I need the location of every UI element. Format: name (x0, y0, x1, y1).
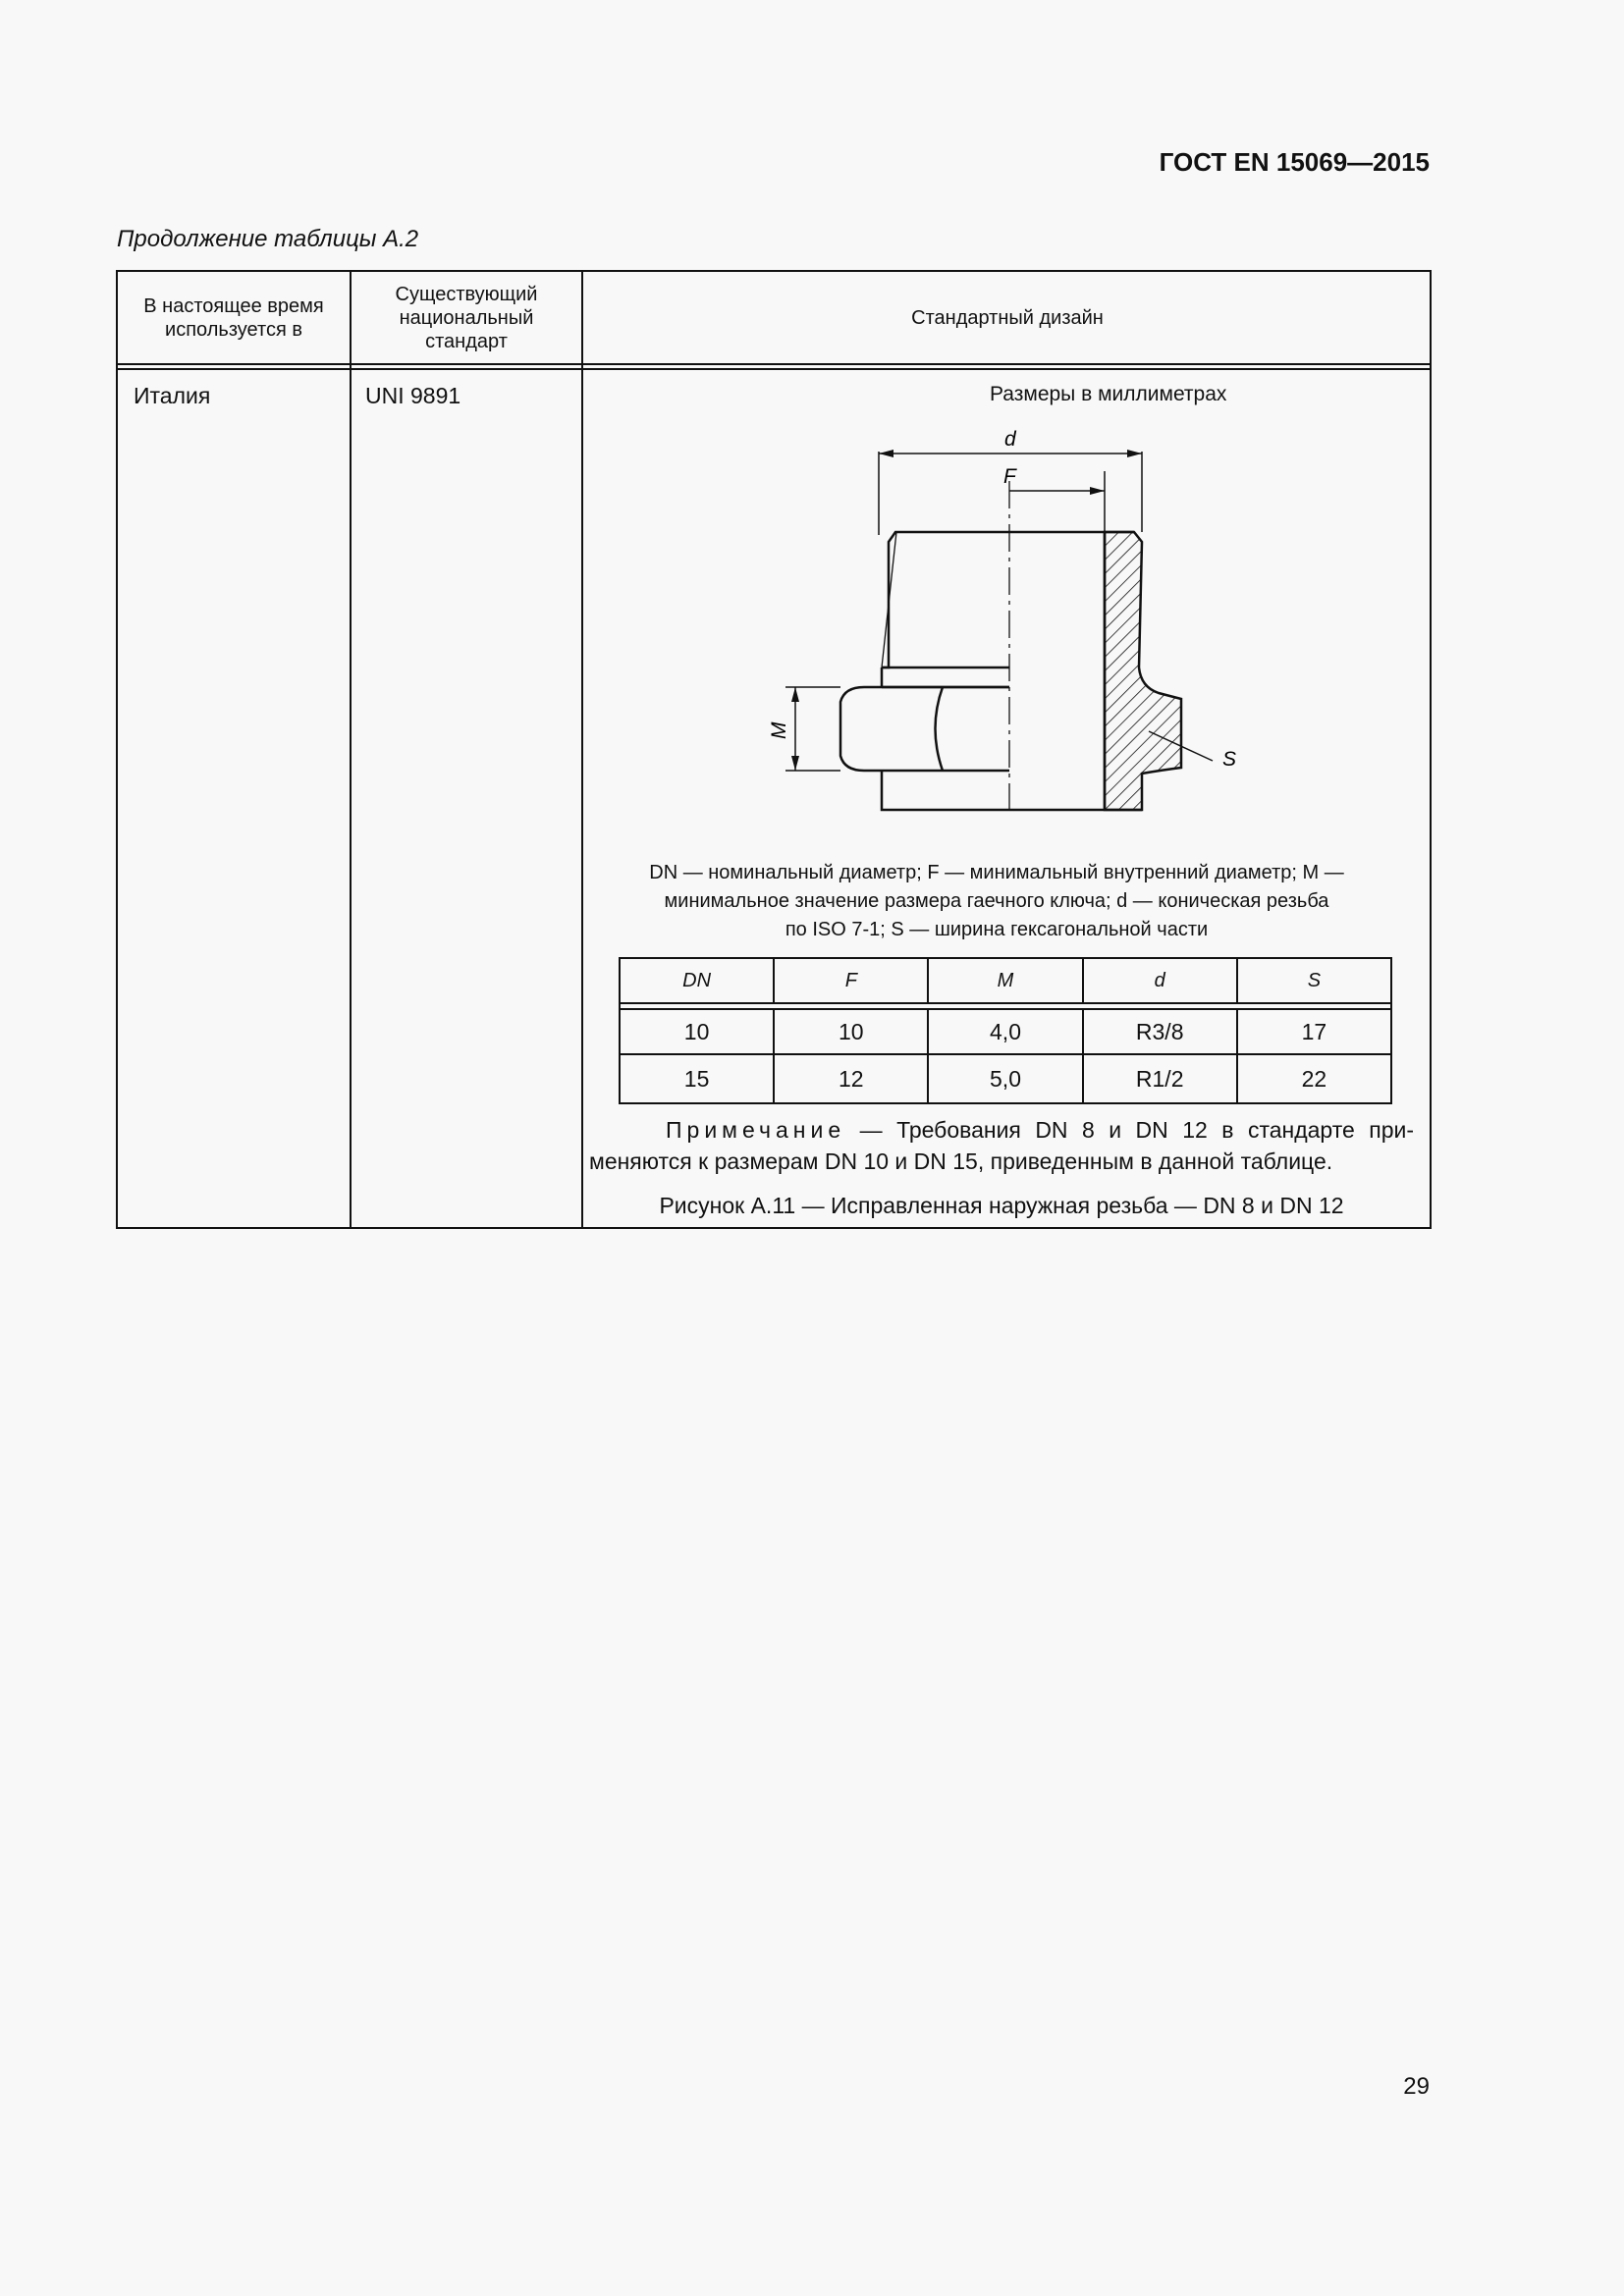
header-cell: d (1082, 959, 1236, 1002)
label-d: d (1004, 428, 1016, 451)
note-text-1: — Требования DN 8 и DN 12 в стандарте при- (859, 1117, 1414, 1143)
table-row (621, 1008, 1390, 1055)
cell-standard: UNI 9891 (365, 383, 461, 408)
header-cell: M (927, 959, 1081, 1002)
note-word: Примечание (666, 1117, 846, 1143)
note-text-2: меняются к размерам DN 10 и DN 15, приведенным в данной таблице. (589, 1148, 1333, 1174)
table-cell: 15 (683, 1065, 710, 1092)
table-cell: 10 (683, 1018, 710, 1044)
dimensions-note: Размеры в миллиметрах (990, 383, 1227, 405)
fitting-drawing (756, 422, 1257, 825)
page-number: 29 (1403, 2073, 1430, 2100)
column-divider (350, 272, 352, 1227)
table-row (621, 1055, 1390, 1102)
header-cell: DN (682, 969, 712, 991)
header-cell: F (773, 959, 927, 1002)
table-note (589, 1114, 1414, 1177)
header-separator (118, 363, 1430, 370)
legend-line: по ISO 7-1; S — ширина гексагональной части (785, 919, 1209, 940)
header-cell: S (1236, 959, 1390, 1002)
table-cell: 22 (1236, 1055, 1390, 1102)
table-cell: 10 (773, 1010, 927, 1053)
note-line-1 (589, 1114, 1414, 1146)
document-code: ГОСТ EN 15069—2015 (1159, 147, 1430, 177)
cell-country: Италия (134, 383, 211, 408)
label-M: M (768, 721, 790, 739)
dimensions-table (619, 957, 1392, 1104)
header-country: В настоящее время используется в (143, 294, 324, 341)
table-continuation-title: Продолжение таблицы А.2 (117, 226, 419, 252)
header-national-standard: Существующий национальный стандарт (395, 283, 538, 352)
legend-line: DN — номинальный диаметр; F — минимальный внутренний диаметр; M — (649, 862, 1344, 883)
figure-caption: Рисунок А.11 — Исправленная наружная резьба — DN 8 и DN 12 (659, 1193, 1344, 1218)
legend-line: минимальное значение размера гаечного ключа; d — коническая резьба (664, 890, 1329, 912)
table-cell: R3/8 (1082, 1010, 1236, 1053)
fitting-drawing-svg (756, 422, 1257, 825)
figure-legend (589, 859, 1404, 944)
table-cell: 12 (773, 1055, 927, 1102)
label-S: S (1222, 748, 1237, 771)
label-F: F (1003, 465, 1016, 488)
dimensions-table-header (621, 959, 1390, 1004)
table-cell: 4,0 (927, 1010, 1081, 1053)
table-cell: 5,0 (927, 1055, 1081, 1102)
header-standard-design: Стандартный дизайн (911, 306, 1104, 329)
column-divider (581, 272, 583, 1227)
table-cell: R1/2 (1082, 1055, 1236, 1102)
table-cell: 17 (1236, 1010, 1390, 1053)
